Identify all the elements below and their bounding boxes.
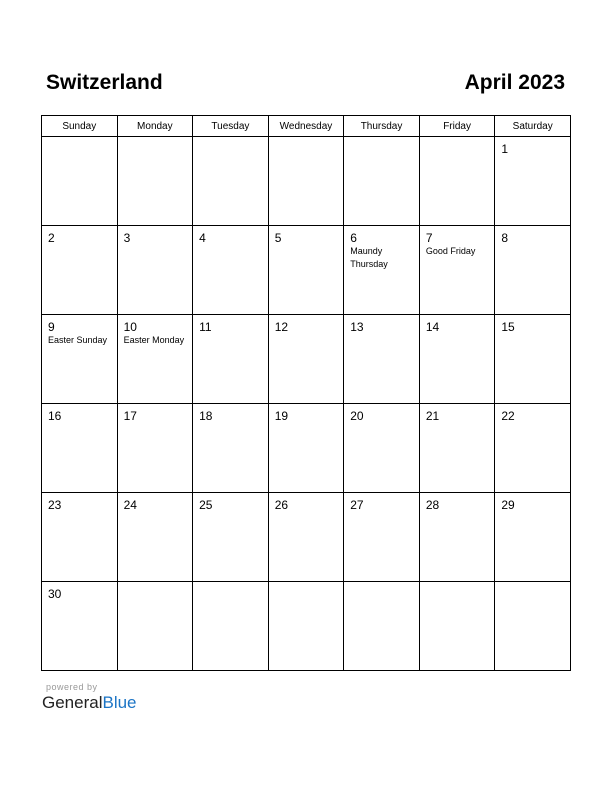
day-number: 11 [199, 320, 212, 334]
day-number: 22 [501, 409, 515, 423]
brand-general: General [42, 693, 103, 712]
day-number: 29 [501, 498, 515, 512]
day-cell [419, 315, 495, 404]
day-cell [344, 493, 420, 582]
day-cell [419, 137, 495, 226]
week-row-6 [42, 582, 571, 671]
day-cell [344, 404, 420, 493]
day-cell [495, 404, 571, 493]
day-cell [495, 226, 571, 315]
day-cell [419, 404, 495, 493]
day-number: 23 [48, 498, 62, 512]
week-row-3 [42, 315, 571, 404]
day-number: 9 [48, 320, 55, 334]
day-number [118, 582, 193, 588]
day-number: 25 [199, 498, 213, 512]
day-cell [495, 582, 571, 671]
week-row-2 [42, 226, 571, 315]
day-number: 10 [123, 320, 137, 334]
day-cell [495, 315, 571, 404]
day-number: 21 [425, 409, 440, 423]
day-number: 18 [199, 409, 213, 423]
calendar-month-title: April 2023 [464, 71, 565, 94]
day-number: 2 [48, 231, 55, 245]
day-cell [117, 315, 193, 404]
day-number: 13 [350, 320, 364, 334]
day-number: 19 [274, 409, 289, 423]
day-number: 4 [199, 231, 206, 245]
day-cell [419, 226, 495, 315]
day-cell [419, 493, 495, 582]
day-number [118, 137, 193, 143]
weekday-friday: Friday [419, 116, 495, 137]
weekday-header-row [42, 116, 571, 137]
day-number [193, 582, 268, 588]
day-number: 8 [501, 231, 509, 245]
day-number: 7 [425, 231, 433, 245]
day-number: 12 [274, 320, 289, 334]
holiday-label: Maundy Thursday [350, 246, 388, 269]
day-number: 30 [48, 587, 62, 601]
day-number [420, 582, 495, 588]
weekday-saturday: Saturday [495, 116, 571, 137]
day-cell [117, 493, 193, 582]
day-number [269, 137, 344, 143]
day-cell [268, 315, 344, 404]
day-number: 28 [425, 498, 440, 512]
day-number: 20 [350, 409, 364, 423]
day-number: 27 [350, 498, 364, 512]
day-number: 17 [123, 409, 137, 423]
day-cell [268, 582, 344, 671]
day-cell [42, 137, 118, 226]
day-cell [268, 404, 344, 493]
generalblue-logo[interactable] [42, 693, 137, 713]
day-cell [193, 404, 269, 493]
day-number: 26 [274, 498, 289, 512]
day-cell [268, 137, 344, 226]
day-number [495, 582, 570, 588]
day-number: 1 [501, 142, 509, 156]
day-number [420, 137, 495, 143]
day-number: 3 [123, 231, 131, 245]
holiday-label: Good Friday [425, 246, 476, 256]
day-cell [42, 226, 118, 315]
day-cell [268, 226, 344, 315]
day-number: 5 [274, 231, 282, 245]
day-cell [344, 582, 420, 671]
day-cell [193, 493, 269, 582]
day-number: 15 [501, 320, 515, 334]
day-cell [344, 137, 420, 226]
day-cell [117, 137, 193, 226]
day-cell [193, 315, 269, 404]
weekday-monday: Monday [117, 116, 193, 137]
calendar-country-title: Switzerland [46, 71, 163, 94]
day-cell [344, 226, 420, 315]
brand-blue: Blue [102, 693, 137, 712]
holiday-label: Easter Monday [123, 335, 185, 345]
day-number [344, 137, 419, 143]
day-number [193, 137, 268, 143]
day-cell [193, 137, 269, 226]
day-number [269, 582, 344, 588]
weekday-wednesday: Wednesday [268, 116, 344, 137]
week-row-5 [42, 493, 571, 582]
day-cell [42, 493, 118, 582]
day-cell [419, 582, 495, 671]
day-number [344, 582, 419, 588]
day-cell [42, 582, 118, 671]
day-number: 24 [123, 498, 137, 512]
day-cell [117, 404, 193, 493]
day-number: 16 [48, 409, 62, 423]
day-cell [495, 493, 571, 582]
day-cell [193, 226, 269, 315]
day-cell [117, 226, 193, 315]
day-number [42, 137, 117, 143]
day-cell [42, 404, 118, 493]
day-number: 6 [350, 231, 357, 245]
day-cell [117, 582, 193, 671]
day-number: 14 [425, 320, 440, 334]
week-row-1 [42, 137, 571, 226]
powered-by-text: powered by [46, 682, 98, 692]
day-cell [193, 582, 269, 671]
holiday-label: Easter Sunday [48, 335, 108, 345]
weekday-sunday: Sunday [42, 116, 118, 137]
weekday-thursday: Thursday [344, 116, 420, 137]
day-cell [344, 315, 420, 404]
day-cell [495, 137, 571, 226]
weekday-tuesday: Tuesday [193, 116, 269, 137]
day-cell [42, 315, 118, 404]
day-cell [268, 493, 344, 582]
week-row-4 [42, 404, 571, 493]
calendar-grid [41, 115, 571, 671]
